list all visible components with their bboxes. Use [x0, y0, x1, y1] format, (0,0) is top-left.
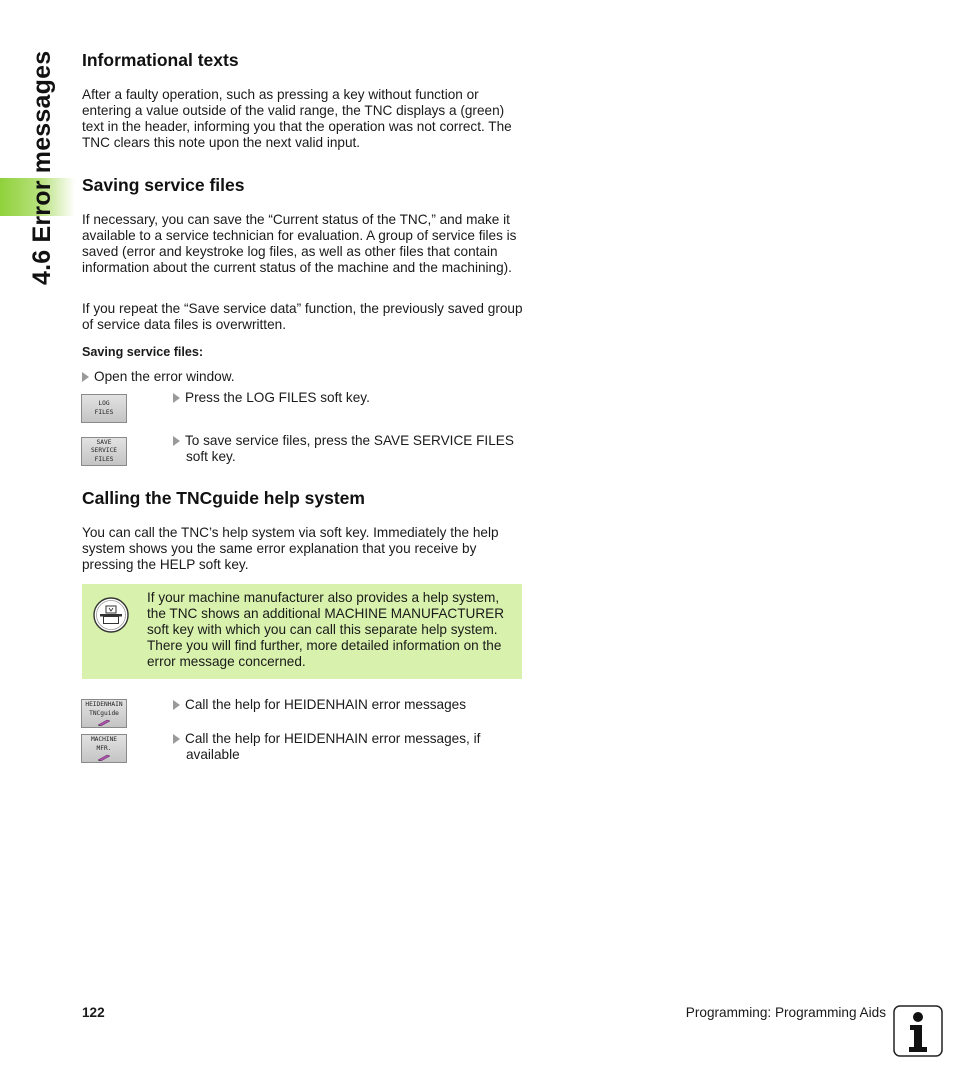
heading-saving-service-files: Saving service files	[82, 175, 245, 195]
arrow-icon	[173, 436, 180, 446]
subheading-saving-service-files: Saving service files:	[82, 345, 204, 359]
info-icon	[893, 1005, 943, 1062]
step-save-service-files: To save service files, press the SAVE SERVICE FILES soft key.	[173, 433, 528, 465]
arrow-icon	[173, 700, 180, 710]
heading-calling-tncguide: Calling the TNCguide help system	[82, 488, 365, 508]
step-open-error-window: Open the error window.	[82, 369, 527, 385]
paragraph-calling-tncguide: You can call the TNC’s help system via soft key. Immediately the help system shows you the same error explanation that you receive by pressing the HELP soft key.	[82, 525, 499, 572]
chapter-side-title: 4.6 Error messages	[28, 50, 56, 285]
paragraph-informational-texts: After a faulty operation, such as pressing a key without function or entering a value outside of the valid range, the TNC displays a (green) text in the header, informing you that the operation was not correct. The TNC clears this note upon the next valid input.	[82, 87, 512, 150]
log-files-softkey[interactable]: LOG FILES	[81, 394, 127, 423]
page-number: 122	[82, 1005, 105, 1020]
note-text: If your machine manufacturer also provides a help system, the TNC shows an additional MACHINE MANUFACTURER soft key with which you can call this separate help system. There you will find further, more detailed information on the error message concerned.	[147, 590, 505, 669]
arrow-icon	[173, 393, 180, 403]
book-icon	[97, 719, 111, 726]
book-icon	[97, 754, 111, 761]
chapter-footer-title: Programming: Programming Aids	[685, 1005, 886, 1020]
save-service-files-softkey[interactable]: SAVE SERVICE FILES	[81, 437, 127, 466]
step-press-log-files: Press the LOG FILES soft key.	[173, 390, 528, 406]
arrow-icon	[82, 372, 89, 382]
manufacturer-note-box	[82, 584, 522, 679]
arrow-icon	[173, 734, 180, 744]
heading-informational-texts: Informational texts	[82, 50, 239, 70]
paragraph-saving-service-2: If you repeat the “Save service data” function, the previously saved group of service data files is overwritten.	[82, 301, 523, 332]
heidenhain-tncguide-softkey[interactable]: HEIDENHAIN TNCguide	[81, 699, 127, 728]
machine-mfr-softkey[interactable]: MACHINE MFR.	[81, 734, 127, 763]
step-call-manufacturer-help: Call the help for HEIDENHAIN error messages, if available	[173, 731, 528, 763]
step-call-heidenhain-help: Call the help for HEIDENHAIN error messages	[173, 697, 528, 713]
paragraph-saving-service-1: If necessary, you can save the “Current status of the TNC,” and make it available to a service technician for evaluation. A group of service files is saved (error and keystroke log files, as well as other files that contain information about the current status of the machine and the machining).	[82, 212, 517, 275]
machine-manufacturer-icon	[92, 596, 130, 639]
